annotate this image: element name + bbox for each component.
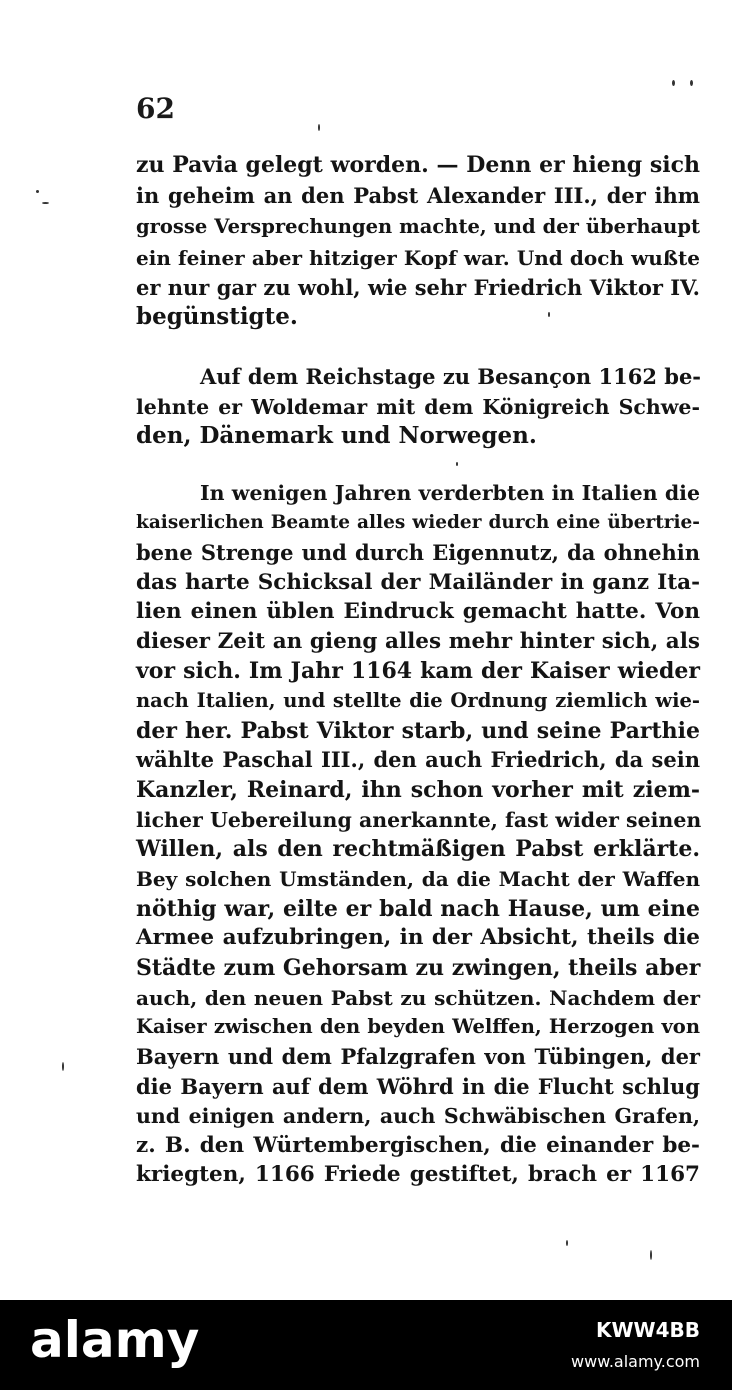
text-line: Auf dem Reichstage zu Besançon 1162 be- — [200, 364, 702, 389]
text-line: lien einen üblen Eindruck gemacht hatte. Von — [136, 599, 700, 624]
watermark-url: www.alamy.com — [571, 1352, 700, 1371]
page-number: 62 — [136, 92, 175, 125]
text-line: der her. Pabst Viktor starb, und seine Parthie — [136, 718, 700, 744]
scan-speck — [566, 1240, 568, 1246]
scan-speck — [690, 80, 693, 86]
image-id: KWW4BB — [595, 1318, 700, 1342]
alamy-logo: alamy — [30, 1311, 200, 1369]
scan-speck — [650, 1250, 652, 1260]
text-line: Bayern und dem Pfalzgrafen von Tübingen, der — [136, 1044, 700, 1069]
text-line: in geheim an den Pabst Alexander III., der ihm — [136, 183, 700, 208]
text-line: Städte zum Gehorsam zu zwingen, theils aber — [136, 955, 701, 981]
text-line: licher Uebereilung anerkannte, fast wider seinen — [136, 808, 702, 832]
text-line: nach Italien, und stellte die Ordnung ziemlich wie- — [136, 689, 700, 712]
text-line: Kanzler, Reinard, ihn schon vorher mit ziem- — [136, 777, 700, 803]
text-line: z. B. den Würtembergischen, die einander be- — [136, 1133, 700, 1158]
scan-speck — [42, 202, 49, 204]
text-line: und einigen andern, auch Schwäbischen Grafen, — [136, 1104, 700, 1128]
text-line: Armee aufzubringen, in der Absicht, theils die — [136, 925, 700, 950]
scan-speck — [36, 190, 39, 193]
text-line: bene Strenge und durch Eigennutz, da ohnehin — [136, 540, 700, 565]
text-line: Willen, als den rechtmäßigen Pabst erklärte. — [136, 836, 700, 862]
text-line: vor sich. Im Jahr 1164 kam der Kaiser wieder — [136, 658, 700, 684]
text-line: nöthig war, eilte er bald nach Hause, um eine — [136, 896, 700, 922]
scan-speck — [548, 312, 550, 317]
text-line: In wenigen Jahren verderbten in Italien die — [200, 481, 700, 505]
scan-speck — [672, 80, 675, 86]
text-line: die Bayern auf dem Wöhrd in die Flucht schlug — [136, 1074, 700, 1099]
text-line: Kaiser zwischen den beyden Welffen, Herzogen von — [136, 1015, 700, 1038]
text-line: kaiserlichen Beamte alles wieder durch eine übertrie- — [136, 512, 700, 533]
text-line: das harte Schicksal der Mailänder in ganz Ita- — [136, 570, 700, 595]
text-line: er nur gar zu wohl, wie sehr Friedrich Viktor IV. — [136, 275, 700, 300]
text-line: begünstigte. — [136, 303, 298, 330]
text-line: Bey solchen Umständen, da die Macht der Waffen — [136, 867, 700, 891]
text-line: ein feiner aber hitziger Kopf war. Und doch wußte — [136, 246, 700, 270]
watermark-bar — [0, 1300, 732, 1390]
text-line: auch, den neuen Pabst zu schützen. Nachdem der — [136, 986, 700, 1010]
text-line: grosse Versprechungen machte, und der überhaupt — [136, 215, 700, 238]
text-line: dieser Zeit an gieng alles mehr hinter sich, als — [136, 629, 700, 654]
text-line: wählte Paschal III., den auch Friedrich, da sein — [136, 747, 700, 772]
text-line: lehnte er Woldemar mit dem Königreich Schwe- — [136, 395, 700, 419]
text-line: kriegten, 1166 Friede gestiftet, brach er 1167 — [136, 1162, 700, 1187]
scan-speck — [456, 462, 458, 466]
scan-speck — [318, 124, 320, 131]
text-line: zu Pavia gelegt worden. — Denn er hieng sich — [136, 152, 700, 178]
scan-speck — [62, 1062, 64, 1071]
text-line: den, Dänemark und Norwegen. — [136, 422, 537, 449]
